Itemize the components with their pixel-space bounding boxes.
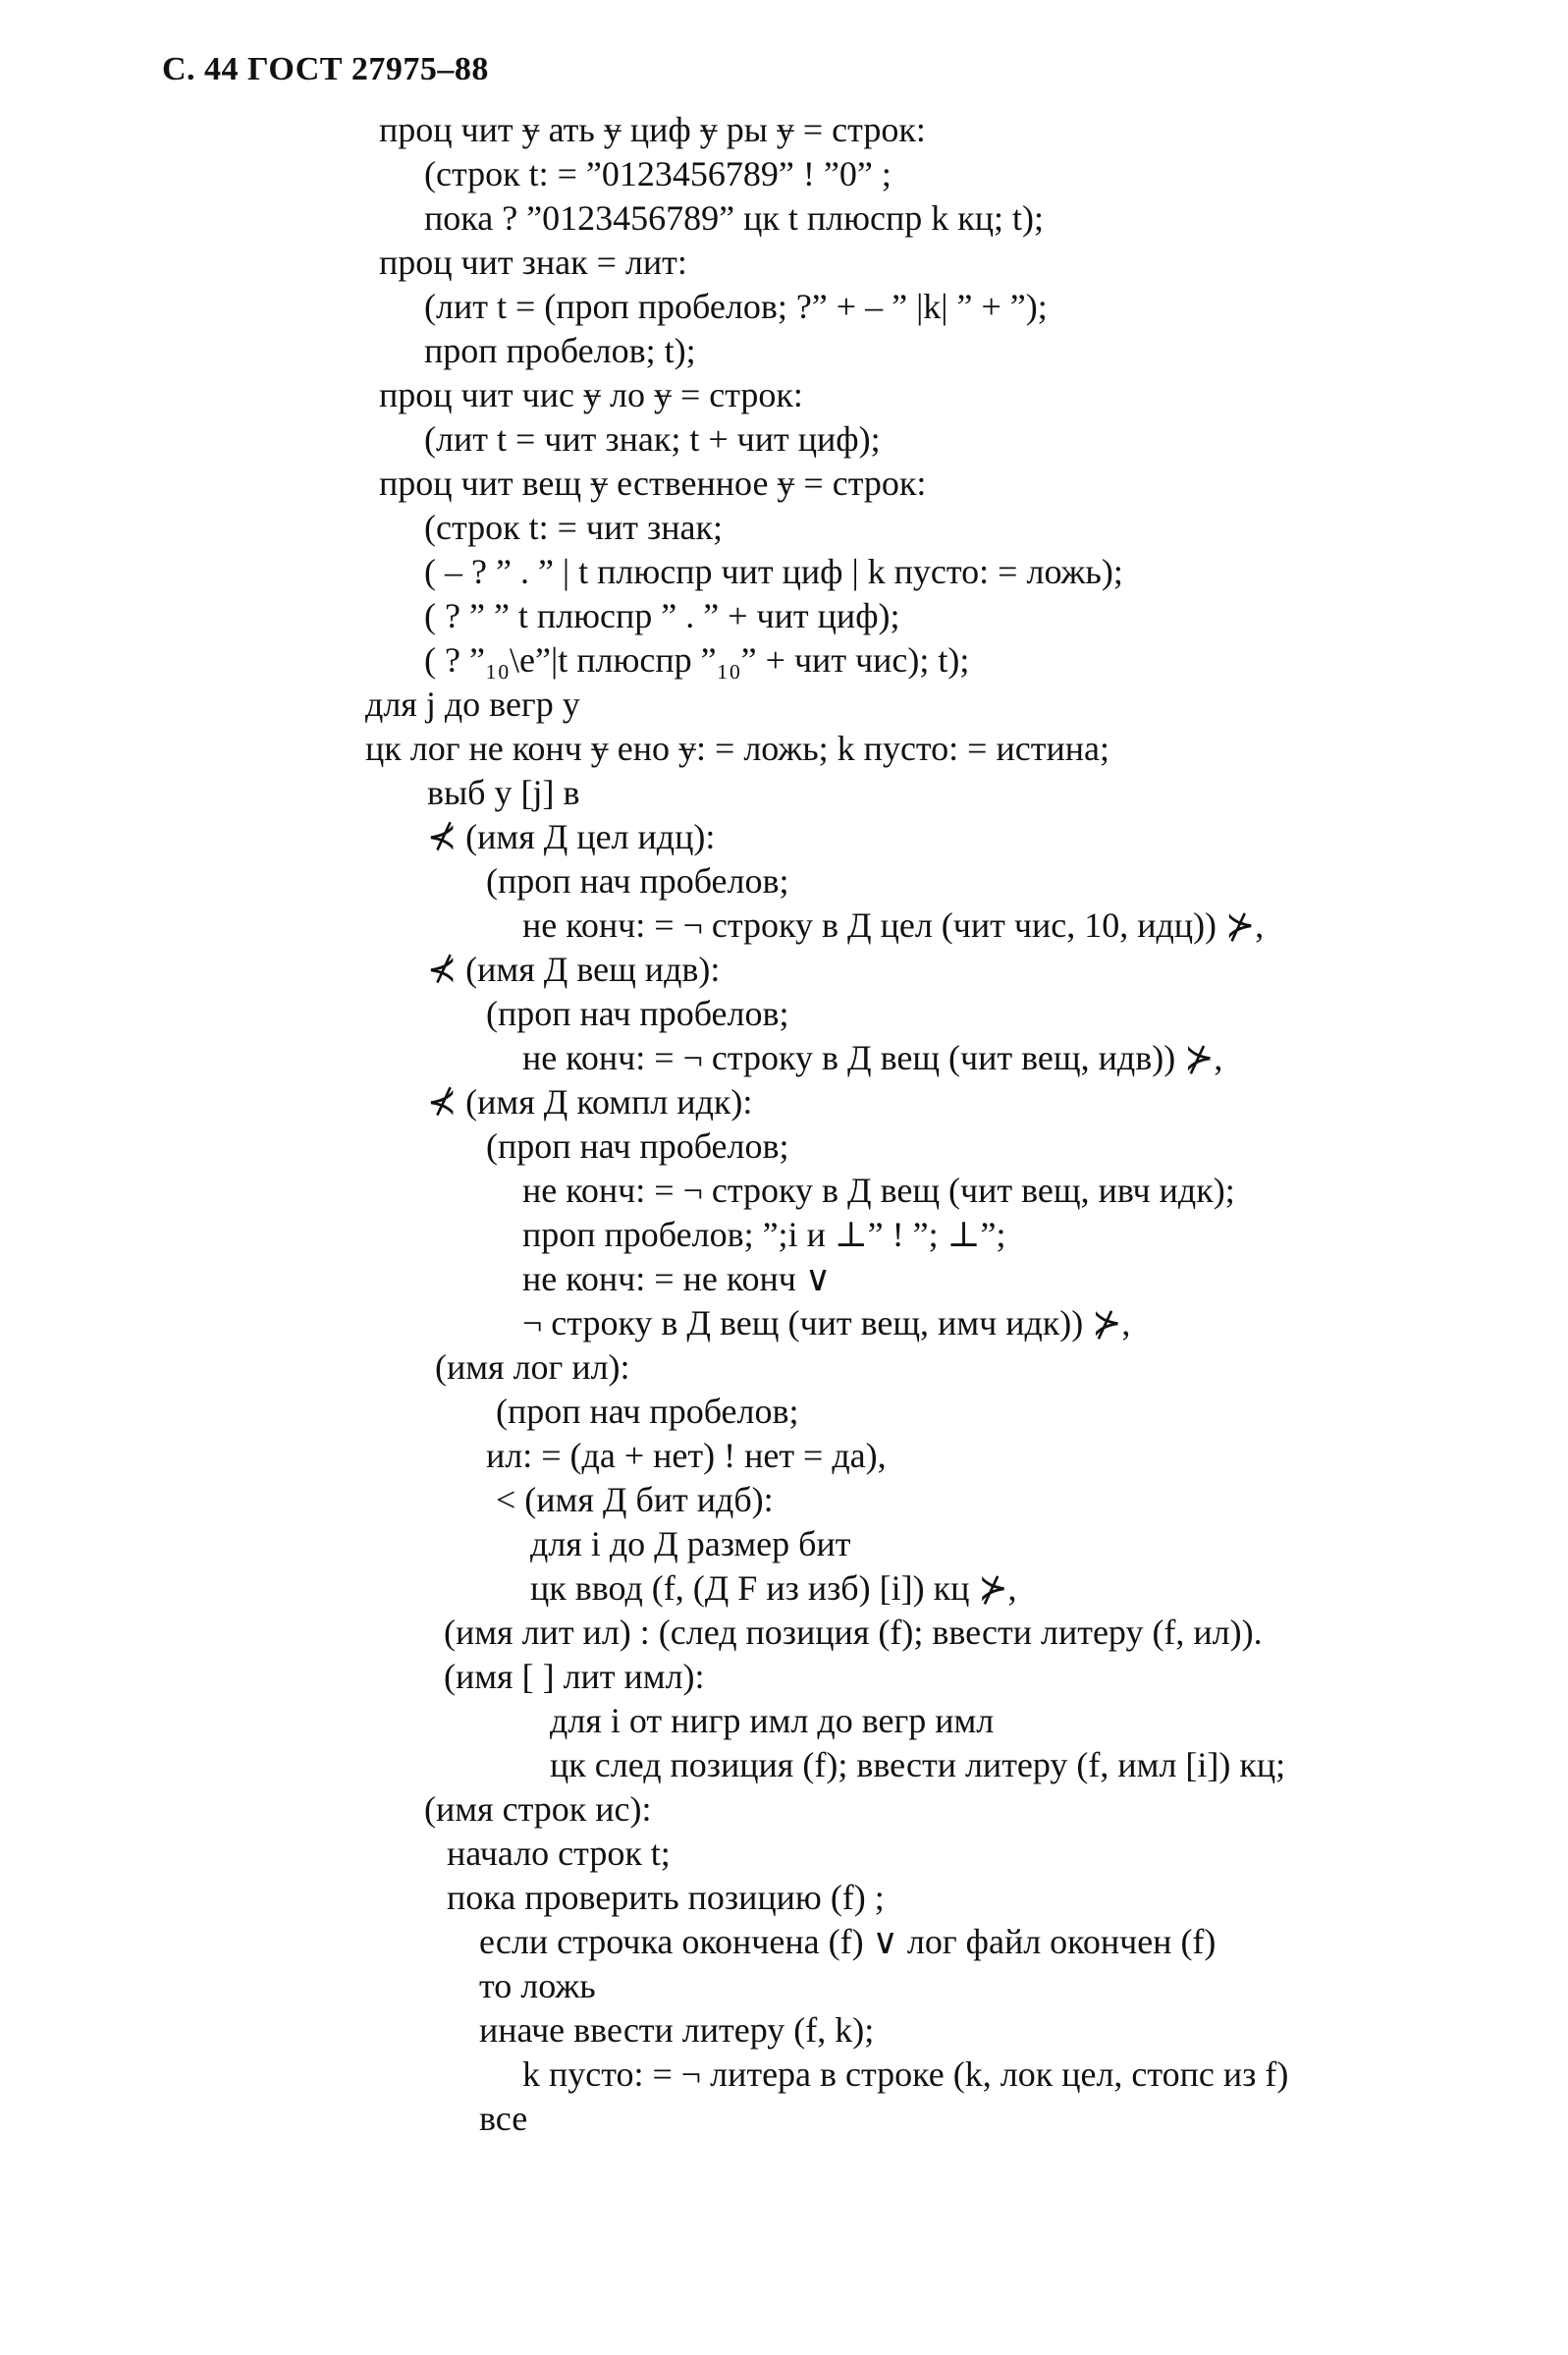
code-line: ⊀ (имя Д вещ идв): — [427, 950, 721, 989]
code-line: (проп нач пробелов; — [496, 1392, 799, 1431]
code-line: (лит t = чит знак; t + чит циф); — [424, 419, 881, 459]
code-line: (строк t: = ”0123456789” ! ”0” ; — [424, 154, 892, 193]
code-line: проц чит знак = лит: — [379, 243, 687, 282]
code-line: начало строк t; — [447, 1834, 671, 1873]
code-line: (имя [ ] лит имл): — [444, 1657, 705, 1696]
code-line: иначе ввести литеру (f, k); — [479, 2010, 875, 2050]
code-line: то ложь — [479, 1966, 596, 2005]
code-line: ( ? ”₁₀\e”|t плюспр ”₁₀” + чит чис); t); — [424, 640, 970, 680]
code-line: цк лог не конч ɏ ено ɏ: = ложь; k пусто: = истина; — [365, 729, 1109, 768]
code-line: ¬ строку в Д вещ (чит вещ, имч идк)) ⊁, — [522, 1303, 1131, 1342]
code-line: для i до Д размер бит — [530, 1524, 851, 1563]
code-line: если строчка окончена (f) ∨ лог файл окончен (f) — [479, 1922, 1217, 1961]
code-line: пока ? ”0123456789” цк t плюспр k кц; t); — [424, 198, 1045, 238]
code-line: пока проверить позицию (f) ; — [447, 1878, 885, 1917]
code-line: ( – ? ” . ” | t плюспр чит циф | k пусто: = ложь); — [424, 552, 1123, 591]
code-line: (имя строк ис): — [424, 1789, 652, 1829]
code-line: проц чит вещ ɏ ественное ɏ = строк: — [379, 464, 927, 503]
code-line: ( ? ” ” t плюспр ” . ” + чит циф); — [424, 596, 900, 635]
code-line: не конч: = ¬ строку в Д вещ (чит вещ, ивч идк); — [522, 1171, 1235, 1210]
code-line: не конч: = не конч ∨ — [522, 1259, 832, 1298]
code-line: (лит t = (проп пробелов; ?” + – ” |k| ” + ”); — [424, 287, 1048, 326]
code-line: k пусто: = ¬ литера в строке (k, лок цел, стопс из f) — [522, 2054, 1289, 2094]
code-line: для i от нигр имл до вегр имл — [550, 1701, 995, 1740]
code-line: (имя лог ил): — [435, 1347, 630, 1387]
code-line: (строк t: = чит знак; — [424, 508, 723, 547]
code-line: проц чит ɏ ать ɏ циф ɏ ры ɏ = строк: — [379, 110, 926, 149]
code-line: (проп нач пробелов; — [486, 994, 789, 1033]
code-line: проп пробелов; t); — [424, 331, 696, 370]
code-line: проц чит чис ɏ ло ɏ = строк: — [379, 375, 803, 414]
code-line: (имя лит ил) : (след позиция (f); ввести литеру (f, ил)). — [444, 1613, 1263, 1652]
code-line: не конч: = ¬ строку в Д цел (чит чис, 10, идц)) ⊁, — [522, 905, 1265, 945]
code-line: (проп нач пробелов; — [486, 1126, 789, 1166]
code-line: выб у [j] в — [427, 773, 580, 812]
code-line: ⊀ (имя Д компл идк): — [427, 1082, 753, 1122]
code-line: цк след позиция (f); ввести литеру (f, имл [i]) кц; — [550, 1745, 1286, 1784]
code-line: ⊀ (имя Д цел идц): — [427, 817, 716, 856]
code-line: (проп нач пробелов; — [486, 861, 789, 901]
code-line: ил: = (да + нет) ! нет = да), — [486, 1436, 887, 1475]
code-line: все — [479, 2099, 528, 2138]
page-header: С. 44 ГОСТ 27975–88 — [162, 51, 489, 87]
code-line: цк ввод (f, (Д F из изб) [i]) кц ⊁, — [530, 1568, 1017, 1608]
code-line: не конч: = ¬ строку в Д вещ (чит вещ, идв)) ⊁, — [522, 1038, 1223, 1077]
code-line: < (имя Д бит идб): — [496, 1480, 774, 1519]
code-line: проп пробелов; ”;i и ⊥” ! ”; ⊥”; — [522, 1215, 1006, 1254]
code-line: для j до вегр у — [365, 685, 580, 724]
